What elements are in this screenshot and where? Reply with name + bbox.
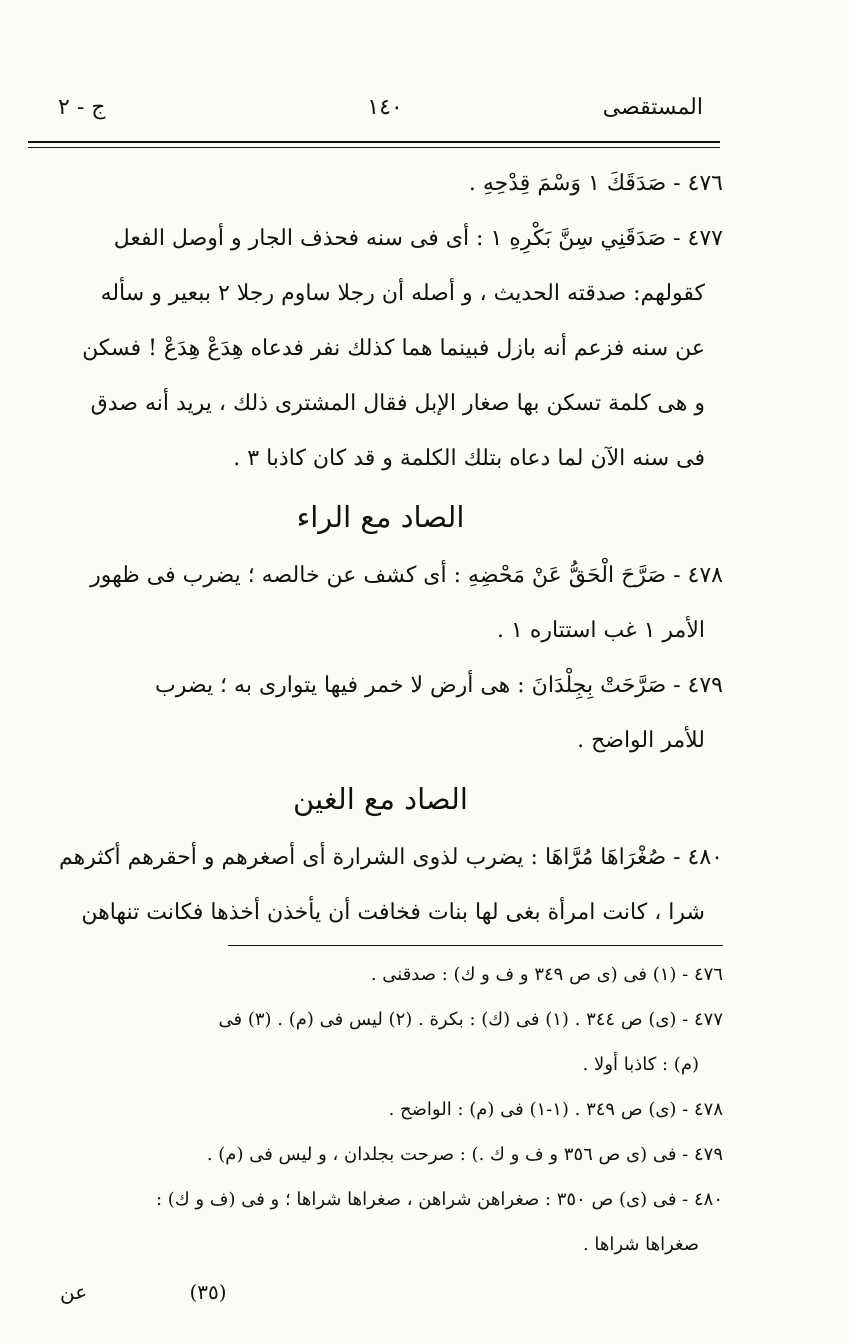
section-heading: الصاد مع الراء [296, 500, 465, 534]
header-rule-thin [28, 147, 720, 148]
text-line: شرا ، كانت امرأة بغى لها بنات فخافت أن يأخذن أخذها فكانت تنهاهن [81, 900, 705, 925]
header-rule [28, 141, 720, 143]
footnote: ٤٨٠ - فى (ى) ص ٣٥٠ : صغراهن شراهن ، صغراها شراها ؛ و فى (ف و ك) : [156, 1189, 723, 1210]
entry-477: ٤٧٧ - صَدَقَنِي سِنَّ بَكْرِهِ ١ : أى فى سنه فحذف الجار و أوصل الفعل [113, 226, 723, 251]
page-number: ١٤٠ [367, 95, 403, 120]
footnote: ٤٧٨ - (ى) ص ٣٤٩ . (١-١) فى (م) : الواضح . [388, 1099, 723, 1120]
text-line: كقولهم: صدقته الحديث ، و أصله أن رجلا ساوم رجلا ٢ ببعير و سأله [100, 281, 705, 306]
signature-mark: (٣٥) [189, 1280, 227, 1304]
entry-479: ٤٧٩ - صَرَّحَتْ بِجِلْدَانَ : هى أرض لا خمر فيها يتوارى به ؛ يضرب [155, 673, 723, 698]
entry-476: ٤٧٦ - صَدَقَكَ ١ وَسْمَ قِدْحِهِ . [468, 171, 723, 196]
text-line: و هى كلمة تسكن بها صغار الإبل فقال المشترى ذلك ، يريد أنه صدق [90, 391, 705, 416]
entry-478: ٤٧٨ - صَرَّحَ الْحَقُّ عَنْ مَحْضِهِ : أى كشف عن خالصه ؛ يضرب فى ظهور [90, 563, 723, 588]
text-line: عن سنه فزعم أنه بازل فبينما هما كذلك نفر فدعاه هِدَعْ هِدَعْ ! فسكن [82, 336, 705, 361]
volume-label: ج - ٢ [58, 95, 106, 120]
footnote: ٤٧٦ - (١) فى (ى ص ٣٤٩ و ف و ك) : صدقنى . [370, 964, 723, 985]
running-title: المستقصى [602, 95, 703, 120]
footnote-rule [228, 945, 723, 946]
footnote: ٤٧٩ - فى (ى ص ٣٥٦ و ف و ك .) : صرحت بجلدان ، و ليس فى (م) . [206, 1144, 723, 1165]
entry-480: ٤٨٠ - صُغْرَاهَا مُرَّاهَا : يضرب لذوى الشرارة أى أصغرهم و أحقرهم أكثرهم [59, 845, 723, 870]
footnote: ٤٧٧ - (ى) ص ٣٤٤ . (١) فى (ك) : بكرة . (٢) ليس فى (م) . (٣) فى [218, 1009, 723, 1030]
text-line: الأمر ١ غب استتاره ١ . [497, 618, 705, 643]
footnote-continuation: (م) : كاذبا أولا . [582, 1054, 699, 1075]
text-line: فى سنه الآن لما دعاه بتلك الكلمة و قد كان كاذبا ٣ . [233, 446, 705, 471]
footnote-continuation: صغراها شراها . [582, 1234, 699, 1255]
text-line: للأمر الواضح . [577, 728, 705, 753]
footnotes [38, 952, 723, 1267]
section-heading: الصاد مع الغين [293, 782, 468, 816]
catchword: عن [60, 1280, 88, 1304]
main-text [38, 156, 723, 940]
